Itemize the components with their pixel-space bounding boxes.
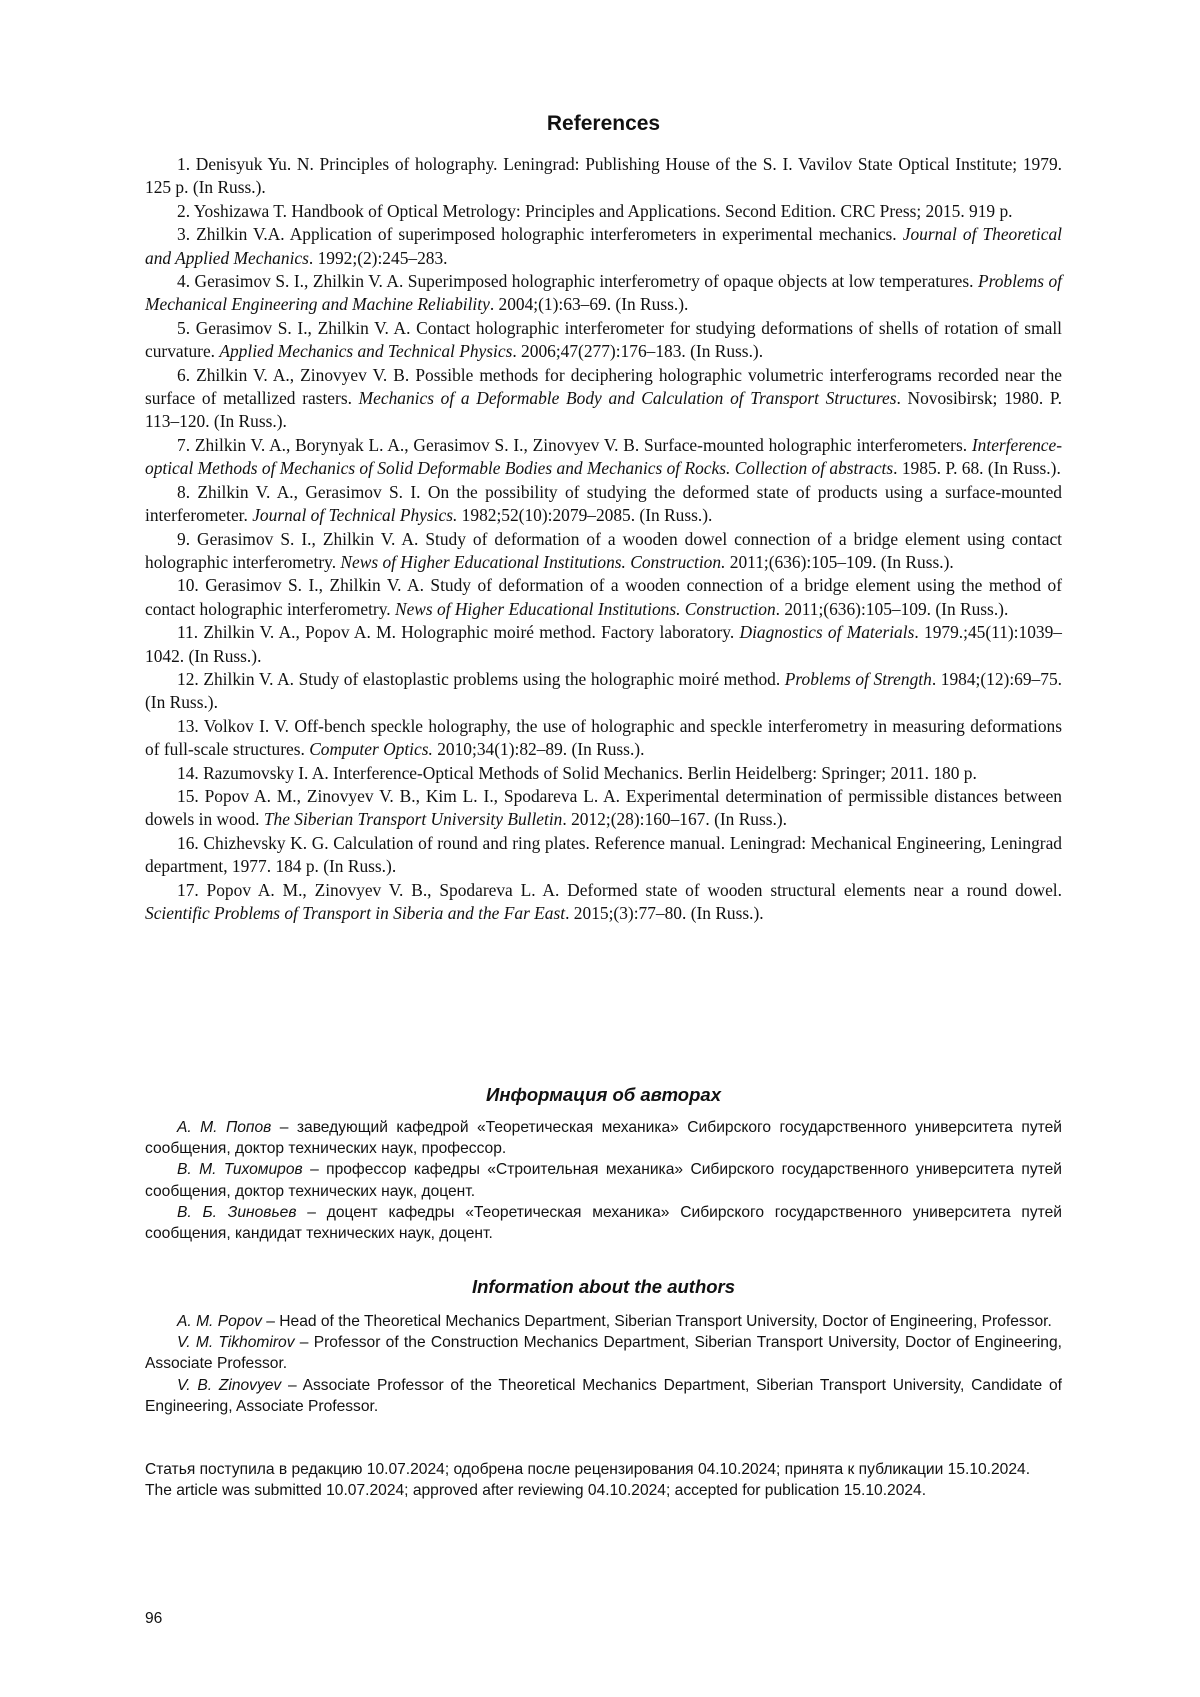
reference-item	[145, 621, 1062, 668]
reference-item	[145, 528, 1062, 575]
author-info	[145, 1117, 1062, 1159]
reference-item	[145, 715, 1062, 762]
reference-item	[145, 364, 1062, 434]
reference-details: . 1985. P. 68. (In Russ.).	[893, 458, 1061, 478]
reference-journal: Diagnostics of Materials	[740, 622, 915, 642]
reference-text: 10. Gerasimov S. I., Zhilkin V. A. Study of deformation of a wooden connection of a bridge element using the method of contact holographic interferometry.	[145, 575, 1062, 618]
authors-en-heading: Information about the authors	[145, 1276, 1062, 1298]
reference-item	[145, 668, 1062, 715]
reference-item	[145, 317, 1062, 364]
submission-note-ru: Статья поступила в редакцию 10.07.2024; одобрена после рецензирования 04.10.2024; принята к публикации 15.10.2024.	[145, 1459, 1062, 1480]
references-list	[145, 153, 1062, 925]
reference-journal: News of Higher Educational Institutions. Construction	[395, 599, 776, 619]
author-name: V. B. Zinovyev	[177, 1377, 281, 1394]
author-description: – Associate Professor of the Theoretical Mechanics Department, Siberian Transport University, Candidate of Engineering, Associate Professor.	[145, 1377, 1062, 1415]
author-name: В. Б. Зиновьев	[177, 1204, 296, 1221]
author-name: A. M. Popov	[177, 1313, 262, 1330]
author-info	[145, 1375, 1062, 1417]
reference-details: . 2012;(28):160–167. (In Russ.).	[562, 809, 787, 829]
reference-item	[145, 270, 1062, 317]
reference-text: 3. Zhilkin V.A. Application of superimposed holographic interferometers in experimental mechanics.	[177, 224, 903, 244]
reference-details: . Novosibirsk; 1980. P. 113–120. (In Russ.).	[145, 388, 1062, 431]
reference-item	[145, 153, 1062, 200]
reference-details: . 2011;(636):105–109. (In Russ.).	[776, 599, 1009, 619]
reference-journal: News of Higher Educational Institutions. Construction.	[340, 552, 725, 572]
reference-journal: Problems of Strength	[785, 669, 932, 689]
reference-text: 12. Zhilkin V. A. Study of elastoplastic problems using the holographic moiré method.	[177, 669, 785, 689]
reference-details: 1982;52(10):2079–2085. (In Russ.).	[457, 505, 712, 525]
author-info	[145, 1332, 1062, 1374]
reference-item	[145, 832, 1062, 879]
author-name: V. M. Tikhomirov	[177, 1334, 295, 1351]
reference-text: 13. Volkov I. V. Off-bench speckle holography, the use of holographic and speckle interferometry in measuring deformations of full-scale structures.	[145, 716, 1062, 759]
reference-details: . 1984;(12):69–75. (In Russ.).	[145, 669, 1062, 712]
reference-item	[145, 200, 1062, 223]
author-description: – Professor of the Construction Mechanics Department, Siberian Transport University, Doctor of Engineering, Associate Professor.	[145, 1334, 1062, 1372]
authors-ru-heading: Информация об авторах	[145, 1084, 1062, 1106]
reference-text: 7. Zhilkin V. A., Borynyak L. A., Gerasimov S. I., Zinovyev V. B. Surface-mounted holographic interferometers.	[177, 435, 972, 455]
author-description: – заведующий кафедрой «Теоретическая механика» Сибирского государственного университета путей сообщения, доктор технических наук, профессор.	[145, 1119, 1062, 1157]
reference-journal: Problems of Mechanical Engineering and Machine Reliability	[145, 271, 1062, 314]
reference-journal: Journal of Theoretical and Applied Mechanics	[145, 224, 1062, 267]
reference-text: 1. Denisyuk Yu. N. Principles of holography. Leningrad: Publishing House of the S. I. Vavilov State Optical Institute; 1979. 125 p. (In Russ.).	[145, 154, 1062, 197]
reference-item	[145, 879, 1062, 926]
author-info	[145, 1159, 1062, 1201]
reference-text: 5. Gerasimov S. I., Zhilkin V. A. Contact holographic interferometer for studying deformations of shells of rotation of small curvature.	[145, 318, 1062, 361]
reference-item	[145, 223, 1062, 270]
reference-item	[145, 434, 1062, 481]
reference-text: 15. Popov A. M., Zinovyev V. B., Kim L. I., Spodareva L. A. Experimental determination of permissible distances between dowels in wood.	[145, 786, 1062, 829]
reference-text: 8. Zhilkin V. A., Gerasimov S. I. On the possibility of studying the deformed state of products using a surface-mounted interferometer.	[145, 482, 1062, 525]
reference-journal: Interference-optical Methods of Mechanics of Solid Deformable Bodies and Mechanics of Rocks. Collection of abstracts	[145, 435, 1062, 478]
reference-text: 17. Popov A. M., Zinovyev V. B., Spodareva L. A. Deformed state of wooden structural elements near a round dowel.	[177, 880, 1062, 900]
author-name: А. М. Попов	[177, 1119, 271, 1136]
author-info	[145, 1311, 1062, 1332]
author-name: В. М. Тихомиров	[177, 1161, 303, 1178]
reference-text: 2. Yoshizawa T. Handbook of Optical Metrology: Principles and Applications. Second Edition. CRC Press; 2015. 919 p.	[177, 201, 1013, 221]
reference-journal: Mechanics of a Deformable Body and Calculation of Transport Structures	[359, 388, 897, 408]
reference-item	[145, 762, 1062, 785]
authors-en-list	[145, 1311, 1062, 1417]
reference-journal: Applied Mechanics and Technical Physics	[219, 341, 512, 361]
reference-details: 2011;(636):105–109. (In Russ.).	[725, 552, 953, 572]
author-description: – Head of the Theoretical Mechanics Department, Siberian Transport University, Doctor of Engineering, Professor.	[262, 1313, 1052, 1330]
reference-details: 2010;34(1):82–89. (In Russ.).	[433, 739, 645, 759]
author-description: – доцент кафедры «Теоретическая механика» Сибирского государственного университета путей сообщения, кандидат технических наук, доцент.	[145, 1204, 1062, 1242]
authors-ru-list	[145, 1117, 1062, 1244]
reference-text: 9. Gerasimov S. I., Zhilkin V. A. Study of deformation of a wooden dowel connection of a bridge element using contact holographic interferometry.	[145, 529, 1062, 572]
submission-notes	[145, 1459, 1062, 1501]
reference-text: 6. Zhilkin V. A., Zinovyev V. B. Possible methods for deciphering holographic volumetric interferograms recorded near the surface of metallized rasters.	[145, 365, 1062, 408]
reference-journal: Journal of Technical Physics.	[252, 505, 457, 525]
references-heading: References	[145, 112, 1062, 136]
reference-text: 16. Chizhevsky K. G. Calculation of round and ring plates. Reference manual. Leningrad: Mechanical Engineering, Leningrad department, 1977. 184 p. (In Russ.).	[145, 833, 1062, 876]
submission-note-en: The article was submitted 10.07.2024; approved after reviewing 04.10.2024; accepted for publication 15.10.2024.	[145, 1480, 1062, 1501]
reference-text: 14. Razumovsky I. A. Interference-Optical Methods of Solid Mechanics. Berlin Heidelberg: Springer; 2011. 180 p.	[177, 763, 977, 783]
reference-text: 11. Zhilkin V. A., Popov A. M. Holographic moiré method. Factory laboratory.	[177, 622, 740, 642]
reference-item	[145, 481, 1062, 528]
reference-journal: The Siberian Transport University Bulletin	[264, 809, 563, 829]
reference-details: . 1992;(2):245–283.	[309, 248, 448, 268]
author-description: – профессор кафедры «Строительная механика» Сибирского государственного университета путей сообщения, доктор технических наук, доцент.	[145, 1161, 1062, 1199]
author-info	[145, 1202, 1062, 1244]
reference-details: . 2006;47(277):176–183. (In Russ.).	[512, 341, 763, 361]
reference-details: . 2004;(1):63–69. (In Russ.).	[490, 294, 689, 314]
page-number: 96	[145, 1610, 162, 1628]
reference-item	[145, 785, 1062, 832]
reference-journal: Scientific Problems of Transport in Siberia and the Far East	[145, 903, 565, 923]
reference-item	[145, 574, 1062, 621]
reference-journal: Computer Optics.	[309, 739, 433, 759]
reference-details: . 1979.;45(11):1039–1042. (In Russ.).	[145, 622, 1062, 665]
reference-text: 4. Gerasimov S. I., Zhilkin V. A. Superimposed holographic interferometry of opaque objects at low temperatures.	[177, 271, 978, 291]
reference-details: . 2015;(3):77–80. (In Russ.).	[565, 903, 764, 923]
